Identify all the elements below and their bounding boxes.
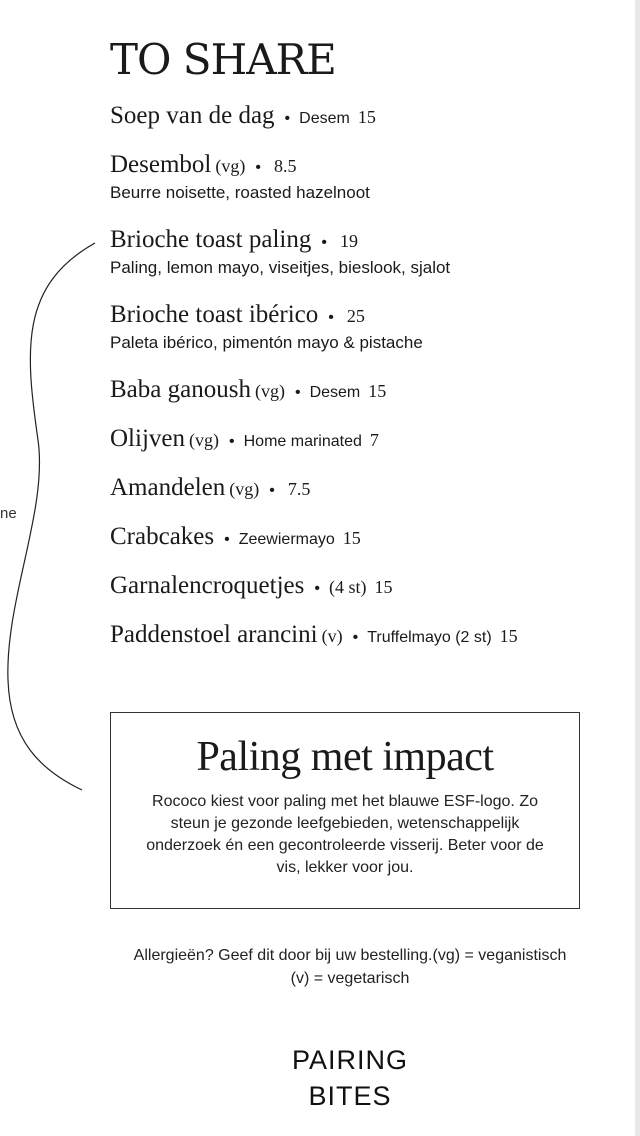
separator-dot: • (328, 309, 334, 326)
item-price: 8.5 (273, 156, 297, 176)
separator-dot: • (321, 234, 327, 251)
item-description: Paleta ibérico, pimentón mayo & pistache (110, 333, 423, 352)
separator-dot: • (284, 110, 291, 127)
menu-item (110, 96, 610, 145)
item-diet-tag: (vg) (215, 156, 246, 176)
item-name: Garnalencroquetjes (110, 572, 305, 599)
allergy-note: Allergieën? Geef dit door bij uw bestelling.(vg) = veganistisch (v) = vegetarisch (133, 947, 567, 987)
impact-text: Rococo kiest voor paling met het blauwe ESF-logo. Zo steun je gezonde leefgebieden, wetenschappelijk onderzoek én een gecontroleerde visserij. Beter voor de vis, lekker voor jou. (146, 793, 544, 876)
menu-item (110, 370, 610, 419)
page-edge (635, 0, 640, 1136)
item-diet-tag: (vg) (254, 381, 285, 401)
item-diet-tag: (vg) (229, 479, 260, 499)
item-description: Paling, lemon mayo, viseitjes, bieslook, sjalot (110, 258, 451, 277)
item-name: Baba ganoush (110, 376, 251, 403)
item-diet-tag: (vg) (189, 430, 219, 450)
item-price: 15 (357, 107, 376, 127)
menu-item (110, 419, 610, 468)
section-title: TO SHARE (110, 35, 336, 84)
item-name: Brioche toast paling (110, 226, 312, 253)
item-description: Beurre noisette, roasted hazelnoot (110, 183, 370, 202)
item-price: 7 (369, 430, 379, 450)
next-section-heading (250, 1042, 450, 1114)
item-name: Soep van de dag (110, 102, 275, 129)
item-price: 7.5 (287, 479, 311, 499)
item-price: 15 (368, 381, 387, 401)
item-price: 15 (499, 626, 518, 646)
item-name: Amandelen (110, 474, 226, 501)
decorative-curve (0, 0, 110, 800)
separator-dot: • (352, 629, 359, 646)
separator-dot: • (269, 482, 275, 499)
item-name: Brioche toast ibérico (110, 301, 319, 328)
item-extra: Zeewiermayo (238, 531, 335, 548)
separator-dot: • (294, 384, 301, 401)
next-section-line1: PAIRING (291, 1045, 408, 1075)
item-extra: (4 st) (328, 577, 367, 597)
item-name: Paddenstoel arancini (110, 621, 318, 648)
next-section-line2: BITES (308, 1081, 392, 1111)
separator-dot: • (255, 159, 261, 176)
menu-item (110, 145, 610, 205)
menu-item (110, 468, 610, 517)
menu-item (110, 295, 610, 355)
menu-item (110, 517, 610, 566)
item-extra: Desem (299, 110, 350, 127)
menu-item (110, 220, 610, 280)
item-price: 19 (339, 231, 358, 251)
item-name: Desembol (110, 151, 212, 178)
item-extra: Truffelmayo (2 st) (367, 629, 492, 646)
impact-title: Paling met impact (196, 734, 494, 780)
item-price: 15 (374, 577, 393, 597)
item-diet-tag: (v) (321, 626, 343, 646)
item-extra: Home marinated (243, 433, 362, 450)
menu-item (110, 615, 610, 655)
impact-callout-box (110, 712, 580, 909)
item-name: Crabcakes (110, 523, 215, 550)
menu-item (110, 566, 610, 615)
menu-list (110, 96, 610, 655)
item-extra: Desem (309, 384, 361, 401)
item-name: Olijven (110, 425, 185, 452)
separator-dot: • (224, 531, 230, 548)
item-price: 15 (342, 528, 361, 548)
item-price: 25 (346, 306, 365, 326)
cut-off-side-text: ne (0, 505, 17, 522)
separator-dot: • (229, 433, 235, 450)
separator-dot: • (314, 580, 320, 597)
